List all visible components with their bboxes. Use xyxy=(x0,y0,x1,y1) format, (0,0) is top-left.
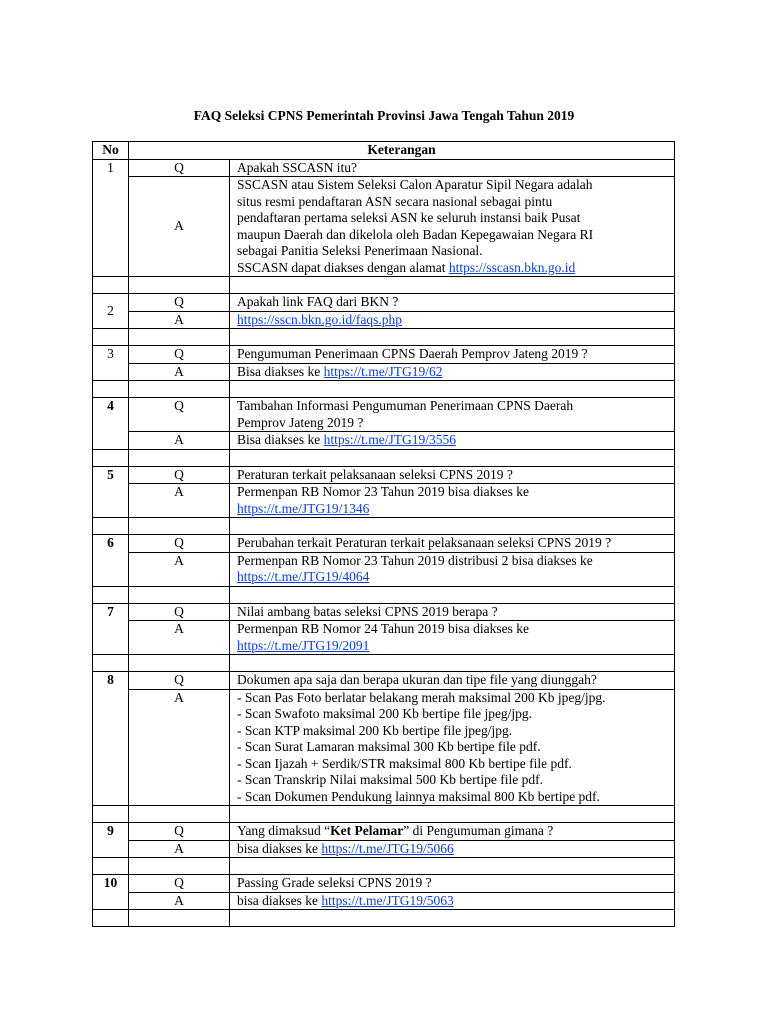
answer-text xyxy=(230,363,675,381)
faq-answer-row xyxy=(93,311,675,329)
question-text: Nilai ambang batas seleksi CPNS 2019 berapa ? xyxy=(230,603,675,621)
answer-prefix: Bisa diakses ke xyxy=(237,432,324,447)
q-label: Q xyxy=(129,535,230,553)
table-header-row xyxy=(93,142,675,160)
faq-table xyxy=(92,141,675,927)
question-text: Pengumuman Penerimaan CPNS Daerah Pemprov Jateng 2019 ? xyxy=(230,346,675,364)
answer-line: - Scan Ijazah + Serdik/STR maksimal 800 Kb bertipe file pdf. xyxy=(237,755,572,771)
a-label: A xyxy=(129,689,230,806)
question-line: Tambahan Informasi Pengumuman Penerimaan CPNS Daerah xyxy=(237,398,574,413)
answer-line: pendaftaran pertama seleksi ASN ke seluruh instansi baik Pusat xyxy=(237,210,581,225)
answer-text xyxy=(230,432,675,450)
spacer-row xyxy=(93,277,675,294)
faq-question-row xyxy=(93,535,675,553)
spacer-row xyxy=(93,586,675,603)
question-text: Apakah link FAQ dari BKN ? xyxy=(230,294,675,312)
faq-question-row xyxy=(93,466,675,484)
spacer-row xyxy=(93,858,675,875)
answer-line: situs resmi pendaftaran ASN secara nasional sebagai pintu xyxy=(237,193,553,209)
row-number: 10 xyxy=(93,875,129,910)
answer-line: - Scan Surat Lamaran maksimal 300 Kb bertipe file pdf. xyxy=(237,739,541,754)
answer-link[interactable]: https://sscn.bkn.go.id/faqs.php xyxy=(237,311,402,327)
answer-line: - Scan KTP maksimal 200 Kb bertipe file jpeg/jpg. xyxy=(237,722,513,738)
faq-question-row xyxy=(93,346,675,364)
answer-link[interactable]: https://sscasn.bkn.go.id xyxy=(448,259,576,275)
answer-line: Permenpan RB Nomor 23 Tahun 2019 bisa diakses ke xyxy=(237,484,530,499)
faq-question-row xyxy=(93,875,675,893)
question-text: Apakah SSCASN itu? xyxy=(230,159,675,177)
faq-answer-row xyxy=(93,484,675,518)
answer-text xyxy=(230,689,675,806)
a-label: A xyxy=(129,432,230,450)
q-label: Q xyxy=(129,466,230,484)
answer-link[interactable]: https://t.me/JTG19/5063 xyxy=(321,892,454,908)
q-label: Q xyxy=(129,159,230,177)
question-text: Perubahan terkait Peraturan terkait pelaksanaan seleksi CPNS 2019 ? xyxy=(230,535,675,553)
q-label: Q xyxy=(129,294,230,312)
q-label: Q xyxy=(129,672,230,690)
question-text: Peraturan terkait pelaksanaan seleksi CPNS 2019 ? xyxy=(230,466,675,484)
faq-question-row xyxy=(93,294,675,312)
answer-link[interactable]: https://t.me/JTG19/4064 xyxy=(237,569,370,584)
spacer-row xyxy=(93,381,675,398)
answer-link[interactable]: https://t.me/JTG19/62 xyxy=(323,363,443,379)
answer-line: Permenpan RB Nomor 24 Tahun 2019 bisa diakses ke xyxy=(237,621,530,636)
faq-answer-row xyxy=(93,432,675,450)
faq-answer-row xyxy=(93,363,675,381)
answer-prefix: Bisa diakses ke xyxy=(237,363,324,379)
row-number: 4 xyxy=(93,398,129,450)
faq-answer-row xyxy=(93,892,675,910)
row-number: 6 xyxy=(93,535,129,587)
answer-prefix: bisa diakses ke xyxy=(237,840,322,856)
answer-link[interactable]: https://t.me/JTG19/5066 xyxy=(321,840,454,856)
faq-question-row xyxy=(93,159,675,177)
answer-link[interactable]: https://t.me/JTG19/2091 xyxy=(237,637,370,653)
question-text xyxy=(230,398,675,432)
a-label: A xyxy=(129,363,230,381)
question-line: Pemprov Jateng 2019 ? xyxy=(237,414,364,430)
faq-question-row xyxy=(93,398,675,432)
a-label: A xyxy=(129,621,230,655)
answer-text xyxy=(230,484,675,518)
answer-line: - Scan Transkrip Nilai maksimal 500 Kb bertipe file pdf. xyxy=(237,772,543,787)
answer-line: - Scan Dokumen Pendukung lainnya maksimal 800 Kb bertipe pdf. xyxy=(237,788,600,804)
answer-text xyxy=(230,621,675,655)
faq-answer-row xyxy=(93,689,675,806)
faq-answer-row xyxy=(93,621,675,655)
header-keterangan: Keterangan xyxy=(129,142,675,160)
a-label: A xyxy=(129,177,230,277)
answer-prefix: SSCASN dapat diakses dengan alamat xyxy=(237,259,449,275)
faq-answer-row xyxy=(93,552,675,586)
answer-text xyxy=(230,552,675,586)
q-label: Q xyxy=(129,346,230,364)
answer-line: sebagai Panitia Seleksi Penerimaan Nasional. xyxy=(237,243,483,258)
spacer-row xyxy=(93,329,675,346)
faq-question-row xyxy=(93,672,675,690)
a-label: A xyxy=(129,892,230,910)
answer-text xyxy=(230,840,675,858)
row-number: 7 xyxy=(93,603,129,655)
answer-line: maupun Daerah dan dikelola oleh Badan Kepegawaian Negara RI xyxy=(237,226,594,242)
answer-link[interactable]: https://t.me/JTG19/3556 xyxy=(323,432,457,447)
q-label: Q xyxy=(129,398,230,432)
answer-text xyxy=(230,311,675,329)
row-number: 5 xyxy=(93,466,129,518)
answer-text xyxy=(230,892,675,910)
row-number: 9 xyxy=(93,823,129,858)
faq-question-row xyxy=(93,823,675,841)
q-label: Q xyxy=(129,875,230,893)
faq-question-row xyxy=(93,603,675,621)
question-bold: Ket Pelamar xyxy=(330,823,404,838)
a-label: A xyxy=(129,311,230,329)
document-title: FAQ Seleksi CPNS Pemerintah Provinsi Jawa Tengah Tahun 2019 xyxy=(193,108,575,123)
a-label: A xyxy=(129,840,230,858)
row-number: 2 xyxy=(93,294,129,329)
question-text xyxy=(230,823,675,841)
question-text: Dokumen apa saja dan berapa ukuran dan tipe file yang diunggah? xyxy=(230,672,675,690)
q-label: Q xyxy=(129,603,230,621)
spacer-row xyxy=(93,910,675,927)
row-number: 3 xyxy=(93,346,129,381)
answer-line: Permenpan RB Nomor 23 Tahun 2019 distribusi 2 bisa diakses ke xyxy=(237,552,593,568)
question-text: Passing Grade seleksi CPNS 2019 ? xyxy=(230,875,675,893)
question-prefix: Yang dimaksud “ xyxy=(237,823,331,838)
answer-line: - Scan Pas Foto berlatar belakang merah maksimal 200 Kb jpeg/jpg. xyxy=(237,689,606,705)
faq-answer-row xyxy=(93,840,675,858)
answer-line: SSCASN atau Sistem Seleksi Calon Aparatur Sipil Negara adalah xyxy=(237,177,593,192)
q-label: Q xyxy=(129,823,230,841)
row-number: 1 xyxy=(93,159,129,277)
answer-link[interactable]: https://t.me/JTG19/1346 xyxy=(237,500,370,516)
header-no: No xyxy=(93,142,129,160)
answer-line: - Scan Swafoto maksimal 200 Kb bertipe file jpeg/jpg. xyxy=(237,706,533,721)
a-label: A xyxy=(129,552,230,586)
spacer-row xyxy=(93,449,675,466)
faq-answer-row xyxy=(93,177,675,277)
row-number: 8 xyxy=(93,672,129,806)
answer-text xyxy=(230,177,675,277)
spacer-row xyxy=(93,806,675,823)
question-suffix: ” di Pengumuman gimana ? xyxy=(403,823,554,838)
spacer-row xyxy=(93,655,675,672)
a-label: A xyxy=(129,484,230,518)
answer-prefix: bisa diakses ke xyxy=(237,892,322,908)
spacer-row xyxy=(93,518,675,535)
